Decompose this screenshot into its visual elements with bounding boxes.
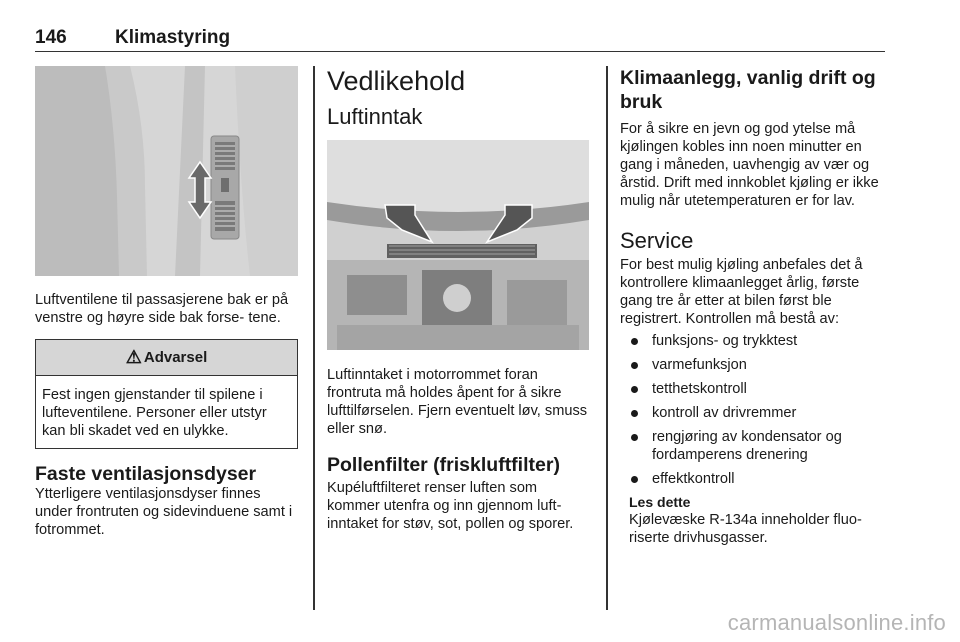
list-item-text: tetthetskontroll	[652, 381, 747, 397]
watermark: carmanualsonline.info	[727, 610, 946, 635]
bullet-icon	[631, 476, 638, 483]
bullet-icon	[631, 434, 638, 441]
page-number: 146	[35, 27, 67, 48]
service-text: For best mulig kjøling anbefales det å kontrollere klimaanlegget årlig, første gang tre år etter at bilen først ble registrert. Kontrollen må bestå av:	[620, 257, 863, 327]
warning-icon: ⚠	[125, 347, 142, 367]
warning-title: Advarsel	[143, 349, 208, 366]
page-header	[35, 24, 885, 52]
warning-box	[35, 339, 298, 449]
service-checklist	[620, 332, 890, 488]
column-middle	[327, 66, 589, 533]
bullet-icon	[631, 362, 638, 369]
list-item	[620, 332, 890, 350]
list-item	[620, 356, 890, 374]
column-right	[620, 66, 890, 547]
page-section-title: Vedlikehold	[327, 66, 466, 96]
list-item	[620, 404, 890, 422]
pollen-filter-text: Kupéluftfilteret renser luften som kommer utenfra og inn gjennom luft- inntaket for støv, sot, pollen og sporer.	[327, 480, 574, 532]
subsection-title-ac-operation: Klimaanlegg, vanlig drift og bruk	[620, 67, 876, 113]
chapter-title: Klimastyring	[115, 27, 231, 48]
vent-panel-illustration-icon	[35, 66, 298, 276]
list-item	[620, 470, 890, 488]
figure-caption: Luftventilene til passasjerene bak er på venstre og høyre side bak forse- tene.	[35, 292, 289, 326]
section-text-fixed-vents: Ytterligere ventilasjonsdyser finnes under frontruten og sidevinduene samt i fotrommet.	[35, 486, 293, 538]
list-item-text: effektkontroll	[652, 471, 735, 487]
list-item-text: rengjøring av kondensator og fordamperens drenering	[652, 429, 842, 463]
list-item-text: varmefunksjon	[652, 357, 747, 373]
subsection-title-air-intake: Luftinntak	[327, 104, 423, 129]
column-divider	[313, 66, 315, 610]
subsection-title-service: Service	[620, 228, 694, 253]
section-heading-fixed-vents: Faste ventilasjonsdyser	[35, 463, 257, 485]
note-title: Les dette	[629, 494, 691, 510]
bullet-icon	[631, 386, 638, 393]
air-intake-text: Luftinntaket i motorrommet foran frontruta må holdes åpent for å sikre lufttilførselen. Fjern eventuelt løv, smuss eller snø.	[327, 367, 588, 437]
list-item	[620, 380, 890, 398]
ac-operation-text: For å sikre en jevn og god ytelse må kjølingen kobles inn noen minutter en gang i måneden, uavhengig av vær og årstid. Drift med innkoblet kjøling er ikke mulig når utetemperaturen er for lav.	[620, 121, 879, 209]
list-item	[620, 428, 890, 464]
subsection-title-pollen-filter: Pollenfilter (friskluftfilter)	[327, 454, 560, 476]
warning-text: Fest ingen gjenstander til spilene i lufteventilene. Personer eller utstyr kan bli skadet ved en ulykke.	[42, 387, 267, 439]
note-text: Kjølevæske R-134a inneholder fluo- riserte drivhusgasser.	[629, 512, 862, 546]
list-item-text: kontroll av drivremmer	[652, 405, 797, 421]
column-left	[35, 66, 298, 539]
bullet-icon	[631, 338, 638, 345]
list-item-text: funksjons- og trykktest	[652, 333, 798, 349]
bullet-icon	[631, 410, 638, 417]
column-divider	[606, 66, 608, 610]
engine-bay-illustration-icon	[327, 140, 589, 350]
warning-header	[36, 340, 297, 376]
